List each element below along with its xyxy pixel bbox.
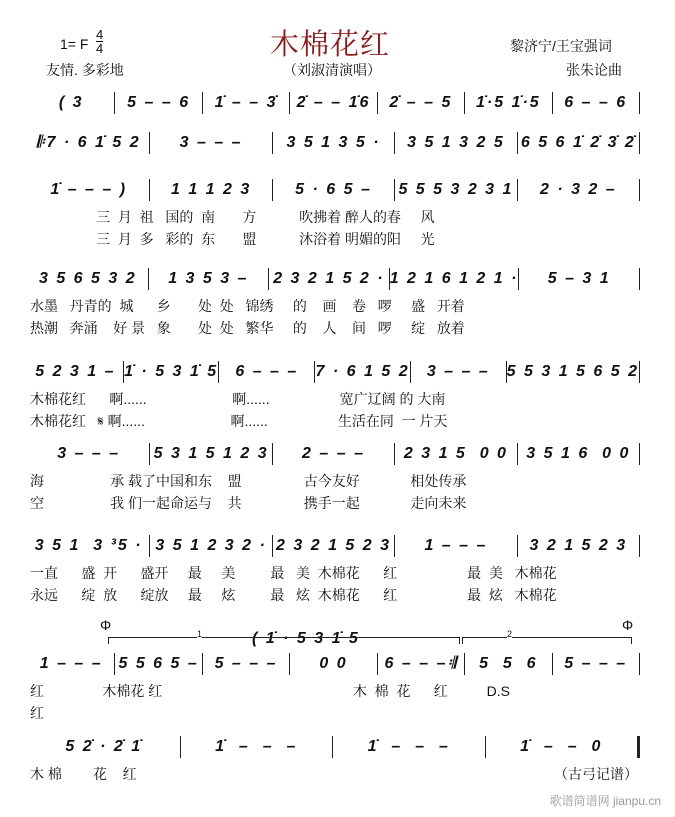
measure: 6 – – – (235, 363, 299, 380)
measure: 5 – 3 1 (547, 270, 611, 287)
lyric-line: 空 我 们一起命运与 共 携手一起 走向未来 (30, 495, 467, 511)
measure: 3 – – – (426, 363, 490, 380)
performer: （刘淑清演唱） (283, 62, 381, 78)
lyric-line: 热潮 奔涌 好 景 象 处 处 繁华 的 人 间 啰 绽 放着 (30, 320, 465, 336)
lyric-line: 永远 绽 放 绽放 最 炫 最 炫 木棉花 红 最 炫 木棉花 (30, 587, 557, 603)
measure: 5 2̇ · 2̇ 1̇ (65, 738, 143, 755)
lyric-line: 海 承 载了中国和东 盟 古今友好 相处传承 (30, 473, 467, 489)
bar-line (639, 653, 640, 675)
measure: 0 0 (319, 655, 348, 672)
notation-row (28, 535, 640, 557)
bar-line (637, 736, 640, 758)
lyric-line: 一直 盛 开 盛开 最 美 最 美 木棉花 红 最 美 木棉花 (30, 565, 557, 581)
measure: 2 – – – (302, 445, 365, 462)
bar-line (639, 268, 640, 290)
measure: 5 3 1 5 1 2 3 (153, 445, 269, 462)
measure: 5 – – – (214, 655, 278, 672)
time-signature (96, 28, 103, 55)
measure: 5 – – – (564, 655, 628, 672)
measure: ( 3 (58, 94, 84, 111)
bar-line (639, 443, 640, 465)
lyric-line: 红 (30, 705, 44, 721)
measure: 2 · 3 2 – (539, 181, 617, 198)
measure: 1̇ – – – ) (50, 181, 128, 198)
measure: 6 – – –𝄇 (384, 655, 458, 672)
measure: 5 5 6 (479, 655, 538, 672)
notation-row (28, 653, 640, 675)
volta-bracket-2 (462, 629, 632, 644)
measure: 6 5 6 1̇ 2̇ 3̇ 2̇ (520, 134, 636, 151)
key-signature: 1= F (60, 36, 89, 52)
bar-line (639, 179, 640, 201)
measure: 1̇ · 5 3 1̇ 5 (124, 363, 219, 380)
lyric-line: 三 月 多 彩的 东 盟 沐浴着 明媚的阳 光 (30, 231, 435, 247)
lyric-line: 木棉花红 𝄋 啊...... 啊...... 生活在同 一 片天 (30, 413, 448, 429)
notation-row (28, 92, 640, 114)
measure: 3 2 1 5 2 3 (529, 537, 628, 554)
lyricist: 黎济宁/王宝强词 (510, 38, 612, 54)
tempo-mood: 友情. 多彩地 (46, 62, 124, 78)
measure: 3 5 1 2 3 2 · (155, 537, 267, 554)
measure: 5 · 6 5 – (295, 181, 372, 198)
measure: 1̇·5 1̇·5 (475, 94, 541, 111)
lyric-line: 三 月 祖 国的 南 方 吹拂着 醉人的春 风 (30, 209, 435, 225)
volta-1-label: 1 (197, 629, 203, 639)
measure: 3 – – – (179, 134, 243, 151)
measure: 1 – – – (424, 537, 488, 554)
bar-line (639, 132, 640, 154)
notation-row (28, 736, 640, 758)
measure: 2̇ – – 1̇6 (296, 94, 371, 111)
measure: 6 – – 6 (564, 94, 628, 111)
transcriber-note: （古弓记谱） (554, 766, 638, 782)
coda-sign: Φ (100, 617, 112, 633)
composer: 张朱论曲 (566, 62, 622, 78)
measure: 5 2 3 1 – (35, 363, 116, 380)
measure: 3 5 1 6 0 0 (526, 445, 631, 462)
time-top: 4 (96, 27, 104, 42)
notation-row (28, 443, 640, 465)
lyric-line: 水墨 丹青的 城 乡 处 处 锦绣 的 画 卷 啰 盛 开着 (30, 298, 465, 314)
bar-line (639, 361, 640, 383)
notation-row (28, 268, 640, 290)
volta-2-label: 2 (507, 629, 513, 639)
measure: 3 5 1 3 ³5 · (34, 537, 143, 554)
measure: 1 2 1 6 1 2 1 · (389, 270, 519, 287)
interlude-notes: ( 1̇ · 5 3 1̇ 5 (252, 630, 360, 647)
measure: 1 3 5 3 – (168, 270, 249, 287)
measure: 3 – – – (57, 445, 121, 462)
measure: 5 5 3 1 5 6 5 2 (506, 363, 639, 380)
measure: 3 5 1 3 2 5 (407, 134, 505, 151)
measure: 5 5 5 3 2 3 1 (398, 181, 514, 198)
measure: 2 3 2 1 5 2 · (273, 270, 385, 287)
measure: 1̇ – – 3̇ (214, 94, 278, 111)
measure: 2̇ – – 5 (389, 94, 453, 111)
measure: 1 – – – (39, 655, 103, 672)
measure: 7 · 6 1 5 2 (315, 363, 410, 380)
lyric-line: 木棉花红 啊...... 啊...... 宽广辽阔 的 大南 (30, 391, 446, 407)
lyric-line: 红 木棉花 红 木 棉 花 红 D.S (30, 683, 510, 699)
measure: 1̇ – – – (367, 738, 450, 755)
notation-row (28, 179, 640, 201)
watermark: 歌谱简谱网 jianpu.cn (549, 794, 661, 808)
measure: 2 3 2 1 5 2 3 (276, 537, 391, 554)
measure: 𝄆7 · 6 1̇ 5 2 (36, 134, 141, 151)
measure: 5 5 6 5 – (118, 655, 199, 672)
measure: 1 1 1 2 3 (170, 181, 252, 198)
measure: 3 5 1 3 5 · (286, 134, 381, 151)
measure: 1̇ – – 0 (520, 738, 603, 755)
time-bottom: 4 (96, 41, 104, 56)
notation-row (28, 361, 640, 383)
measure: 2 3 1 5 0 0 (403, 445, 508, 462)
song-title: 木棉花红 (270, 29, 391, 61)
notation-row (28, 132, 640, 154)
measure: 3 5 6 5 3 2 (38, 270, 137, 287)
bar-line (639, 535, 640, 557)
lyric-line: 木 棉 花 红 (30, 766, 137, 782)
coda-sign-2: Φ (622, 617, 634, 633)
measure: 5 – – 6 (127, 94, 191, 111)
bar-line (639, 92, 640, 114)
measure: 1̇ – – – (215, 738, 298, 755)
